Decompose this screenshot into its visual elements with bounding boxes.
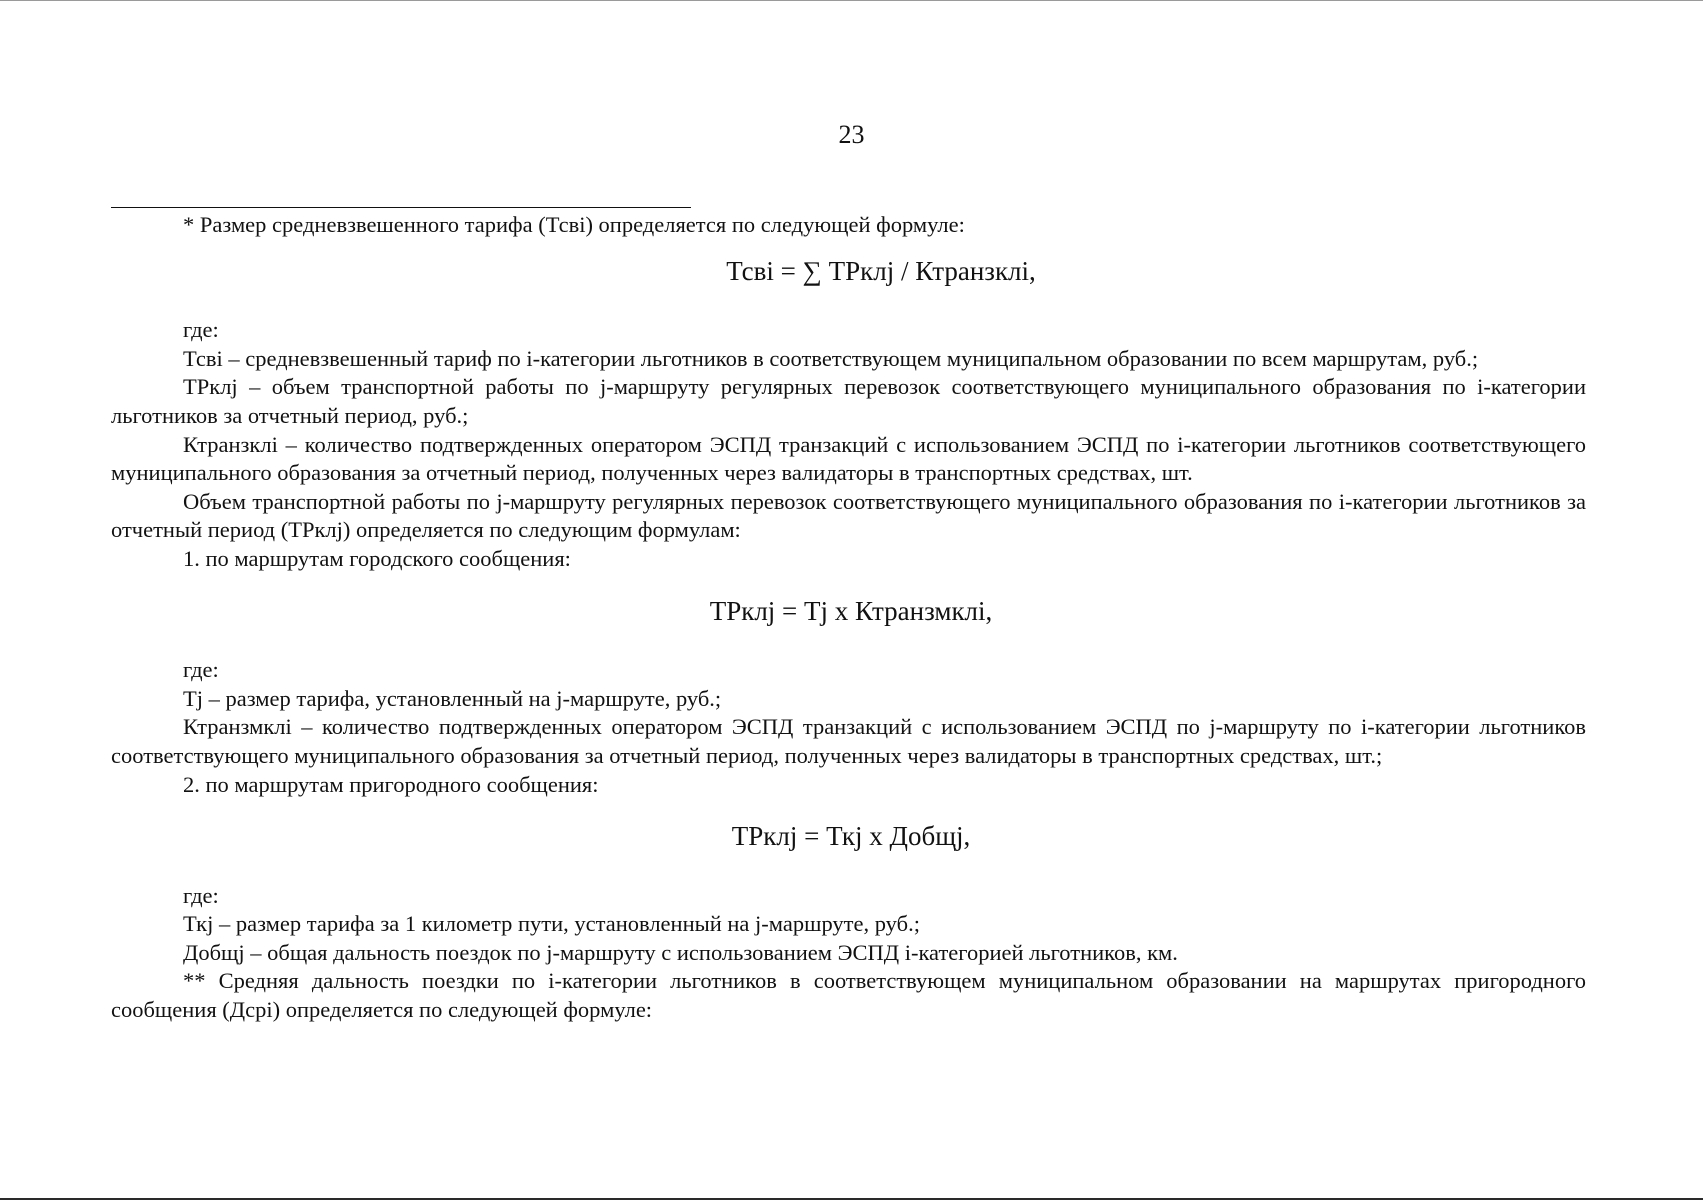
definition-dobshj: Добщj – общая дальность поездок по j-маршруту с использованием ЭСПД i-категорией льготников, км.: [183, 939, 1178, 965]
volume-intro-paragraph: Объем транспортной работы по j-маршруту регулярных перевозок соответствующего муниципального образования по i-категории льготников за отчетный период (ТРклj) определяется по следующим формулам:: [111, 488, 1586, 543]
footnote-average-distance-paragraph: ** Средняя дальность поездки по i-категории льготников в соответствующем муниципальном образовании на маршрутах пригородного сообщения (Дсрi) определяется по следующей формуле:: [111, 968, 1586, 1023]
definition-trklj: ТРклj – объем транспортной работы по j-маршруту регулярных перевозок соответствующего муниципального образования по i-категории льготников за отчетный период, руб.;: [111, 374, 1586, 428]
formula-weighted-tariff: Тсвi = ∑ ТРклj / Ктранзклi,: [726, 255, 1036, 286]
footnote-intro-paragraph: * Размер средневзвешенного тарифа (Тсвi) определяется по следующей формуле:: [183, 212, 965, 237]
where-label: где:: [183, 882, 219, 908]
where-label: где:: [183, 317, 219, 343]
list-item-city-routes: 1. по маршрутам городского сообщения:: [183, 545, 571, 571]
footnote-separator-line: [111, 207, 691, 208]
where-label: где:: [183, 657, 219, 683]
definition-tkj: Ткj – размер тарифа за 1 километр пути, установленный на j-маршруте, руб.;: [183, 911, 920, 937]
document-body: [111, 211, 1586, 1025]
definition-tj: Тj – размер тарифа, установленный на j-маршруте, руб.;: [183, 685, 722, 711]
page-number: 23: [838, 120, 865, 149]
definition-tsvi: Тсвi – средневзвешенный тариф по i-категории льготников в соответствующем муниципальном образовании по всем маршрутам, руб.;: [183, 345, 1479, 371]
definition-ktranzkli: Ктранзклi – количество подтвержденных оператором ЭСПД транзакций с использованием ЭСПД по i-категории льготников соответствующего муниципального образования за отчетный период, полученных через валидаторы в транспортных средствах, шт.: [111, 431, 1586, 486]
list-item-suburban-routes: 2. по маршрутам пригородного сообщения:: [183, 771, 599, 797]
formula-city-routes: ТРклj = Тj х Ктранзмклi,: [709, 595, 993, 626]
definition-ktranzmkli: Ктранзмклi – количество подтвержденных оператором ЭСПД транзакций с использованием ЭСПД по j-маршруту по i-категории льготников соответствующего муниципального образования за отчетный период, полученных через валидаторы в транспортных средствах, шт.;: [111, 714, 1586, 768]
formula-suburban-routes: ТРклj = Ткj х Добщj,: [731, 821, 971, 852]
